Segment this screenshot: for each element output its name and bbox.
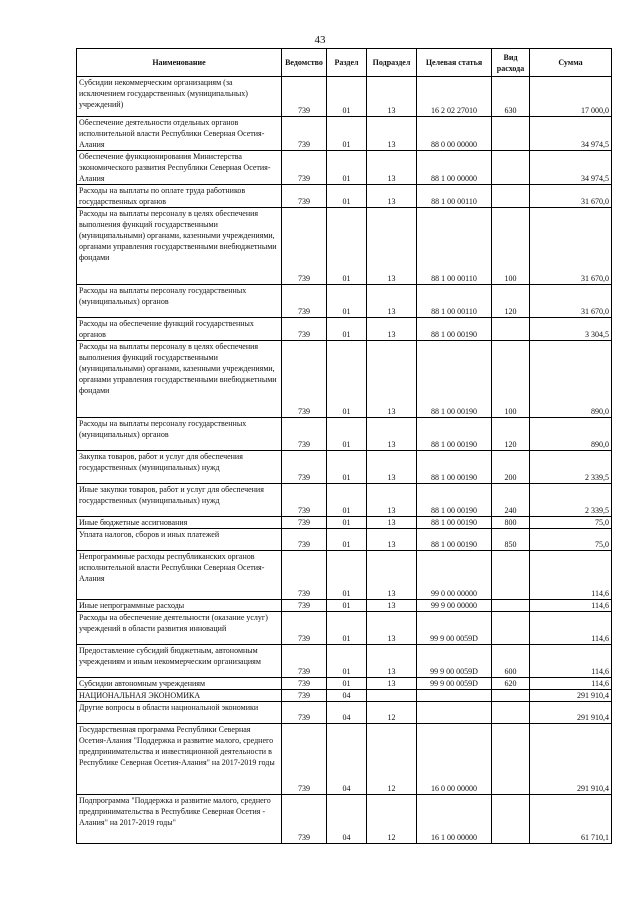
cell-dept: 739 <box>282 795 327 844</box>
table-row <box>77 529 612 551</box>
cell-dept: 739 <box>282 484 327 517</box>
cell-subsection: 13 <box>367 517 417 529</box>
cell-sum: 2 339,5 <box>530 484 612 517</box>
table-row <box>77 318 612 341</box>
cell-section: 01 <box>327 678 367 690</box>
table-row <box>77 341 612 418</box>
cell-target: 99 9 00 0059D <box>417 678 492 690</box>
cell-sum: 114,6 <box>530 645 612 678</box>
cell-target: 16 0 00 00000 <box>417 724 492 795</box>
cell-name: Уплата налогов, сборов и иных платежей <box>77 529 282 551</box>
cell-target: 88 1 00 00110 <box>417 185 492 208</box>
cell-name: Расходы на выплаты персоналу государственных (муниципальных) органов <box>77 418 282 451</box>
cell-subsection: 12 <box>367 702 417 724</box>
cell-dept: 739 <box>282 645 327 678</box>
cell-dept: 739 <box>282 341 327 418</box>
cell-section: 01 <box>327 484 367 517</box>
cell-section: 01 <box>327 77 367 117</box>
cell-name: Государственная программа Республики Северная Осетия-Алания "Поддержка и развитие малого, среднего предпринимательства и инвестиционной деятельности в Республике Северная Осетия-Алания" на 2017-2019 годы <box>77 724 282 795</box>
cell-type <box>492 551 530 600</box>
table-row <box>77 645 612 678</box>
cell-name: Расходы на обеспечение функций государственных органов <box>77 318 282 341</box>
cell-target: 88 0 00 00000 <box>417 117 492 151</box>
cell-section: 04 <box>327 702 367 724</box>
cell-target: 88 1 00 00190 <box>417 418 492 451</box>
cell-type: 620 <box>492 678 530 690</box>
table-row <box>77 451 612 484</box>
cell-name: Расходы на выплаты персоналу государственных (муниципальных) органов <box>77 285 282 318</box>
cell-name: Расходы на выплаты персоналу в целях обеспечения выполнения функций государственными (муниципальными) органами, казенными учреждениями, органами управления государственными внебюджетными фондами <box>77 208 282 285</box>
cell-sum: 114,6 <box>530 551 612 600</box>
cell-target: 99 0 00 00000 <box>417 551 492 600</box>
cell-dept: 739 <box>282 117 327 151</box>
cell-dept: 739 <box>282 517 327 529</box>
cell-section: 01 <box>327 645 367 678</box>
table-row <box>77 285 612 318</box>
table-row <box>77 117 612 151</box>
cell-dept: 739 <box>282 690 327 702</box>
cell-name: Субсидии автономным учреждениям <box>77 678 282 690</box>
table-row <box>77 612 612 645</box>
cell-name: Предоставление субсидий бюджетным, автономным учреждениям и иным некоммерческим организациям <box>77 645 282 678</box>
cell-target: 88 1 00 00190 <box>417 517 492 529</box>
table-row <box>77 484 612 517</box>
cell-target: 99 9 00 00000 <box>417 600 492 612</box>
cell-subsection: 13 <box>367 341 417 418</box>
cell-dept: 739 <box>282 151 327 185</box>
cell-name: Обеспечение функционирования Министерства экономического развития Республики Северная Осетия-Алания <box>77 151 282 185</box>
table-row <box>77 678 612 690</box>
cell-subsection: 13 <box>367 551 417 600</box>
cell-subsection: 13 <box>367 185 417 208</box>
cell-type <box>492 600 530 612</box>
cell-name: Субсидии некоммерческим организациям (за исключением государственных (муниципальных) учреждений) <box>77 77 282 117</box>
cell-name: НАЦИОНАЛЬНАЯ ЭКОНОМИКА <box>77 690 282 702</box>
cell-type: 120 <box>492 285 530 318</box>
cell-dept: 739 <box>282 529 327 551</box>
cell-type <box>492 612 530 645</box>
cell-target <box>417 702 492 724</box>
cell-subsection: 13 <box>367 208 417 285</box>
cell-dept: 739 <box>282 600 327 612</box>
col-header-dept: Ведомство <box>282 49 327 77</box>
cell-section: 04 <box>327 724 367 795</box>
cell-sum: 291 910,4 <box>530 702 612 724</box>
cell-subsection: 13 <box>367 678 417 690</box>
cell-dept: 739 <box>282 318 327 341</box>
cell-type: 200 <box>492 451 530 484</box>
cell-target: 88 1 00 00110 <box>417 208 492 285</box>
cell-subsection: 13 <box>367 77 417 117</box>
cell-target: 88 1 00 00190 <box>417 529 492 551</box>
cell-target: 16 2 02 27010 <box>417 77 492 117</box>
cell-section: 01 <box>327 185 367 208</box>
cell-type: 100 <box>492 341 530 418</box>
cell-type <box>492 117 530 151</box>
cell-dept: 739 <box>282 208 327 285</box>
cell-target: 88 1 00 00110 <box>417 285 492 318</box>
cell-name: Иные бюджетные ассигнования <box>77 517 282 529</box>
cell-type <box>492 151 530 185</box>
cell-sum: 890,0 <box>530 418 612 451</box>
cell-type: 850 <box>492 529 530 551</box>
cell-target: 88 1 00 00190 <box>417 484 492 517</box>
cell-dept: 739 <box>282 77 327 117</box>
table-row <box>77 690 612 702</box>
table-row <box>77 551 612 600</box>
cell-sum: 31 670,0 <box>530 185 612 208</box>
cell-section: 01 <box>327 151 367 185</box>
cell-type: 100 <box>492 208 530 285</box>
cell-section: 01 <box>327 341 367 418</box>
cell-section: 01 <box>327 285 367 318</box>
table-row <box>77 724 612 795</box>
cell-name: Непрограммные расходы республиканских органов исполнительной власти Республики Северная Осетия-Алания <box>77 551 282 600</box>
cell-section: 01 <box>327 600 367 612</box>
cell-subsection: 13 <box>367 451 417 484</box>
cell-type <box>492 702 530 724</box>
cell-dept: 739 <box>282 451 327 484</box>
cell-type: 240 <box>492 484 530 517</box>
cell-sum: 114,6 <box>530 600 612 612</box>
cell-target: 88 1 00 00190 <box>417 341 492 418</box>
table-row <box>77 517 612 529</box>
cell-sum: 114,6 <box>530 678 612 690</box>
cell-section: 04 <box>327 795 367 844</box>
table-row <box>77 77 612 117</box>
col-header-type: Вид расхода <box>492 49 530 77</box>
cell-section: 01 <box>327 551 367 600</box>
cell-sum: 890,0 <box>530 341 612 418</box>
cell-section: 01 <box>327 451 367 484</box>
table-row <box>77 208 612 285</box>
cell-section: 04 <box>327 690 367 702</box>
cell-type <box>492 795 530 844</box>
cell-target: 88 1 00 00190 <box>417 318 492 341</box>
cell-target <box>417 690 492 702</box>
cell-subsection: 12 <box>367 795 417 844</box>
cell-subsection: 13 <box>367 151 417 185</box>
cell-subsection: 13 <box>367 612 417 645</box>
cell-type <box>492 318 530 341</box>
cell-name: Обеспечение деятельности отдельных органов исполнительной власти Республики Северная Осетия-Алания <box>77 117 282 151</box>
cell-name: Расходы на обеспечение деятельности (оказание услуг) учреждений в области развития инноваций <box>77 612 282 645</box>
cell-subsection: 13 <box>367 285 417 318</box>
cell-dept: 739 <box>282 285 327 318</box>
cell-sum: 75,0 <box>530 517 612 529</box>
cell-target: 88 1 00 00190 <box>417 451 492 484</box>
cell-name: Иные непрограммные расходы <box>77 600 282 612</box>
table-row <box>77 702 612 724</box>
cell-type <box>492 690 530 702</box>
cell-name: Закупка товаров, работ и услуг для обеспечения государственных (муниципальных) нужд <box>77 451 282 484</box>
cell-subsection: 12 <box>367 724 417 795</box>
cell-section: 01 <box>327 418 367 451</box>
cell-sum: 3 304,5 <box>530 318 612 341</box>
cell-section: 01 <box>327 117 367 151</box>
cell-type <box>492 724 530 795</box>
cell-sum: 34 974,5 <box>530 151 612 185</box>
cell-subsection: 13 <box>367 600 417 612</box>
cell-sum: 31 670,0 <box>530 285 612 318</box>
cell-section: 01 <box>327 208 367 285</box>
cell-dept: 739 <box>282 551 327 600</box>
page-number: 43 <box>314 34 326 46</box>
cell-section: 01 <box>327 612 367 645</box>
cell-sum: 114,6 <box>530 612 612 645</box>
col-header-name: Наименование <box>77 49 282 77</box>
cell-sum: 291 910,4 <box>530 690 612 702</box>
cell-subsection: 13 <box>367 529 417 551</box>
table-row <box>77 600 612 612</box>
cell-name: Другие вопросы в области национальной экономики <box>77 702 282 724</box>
cell-sum: 31 670,0 <box>530 208 612 285</box>
cell-type: 600 <box>492 645 530 678</box>
cell-subsection <box>367 690 417 702</box>
table-row <box>77 151 612 185</box>
cell-dept: 739 <box>282 724 327 795</box>
cell-name: Расходы на выплаты персоналу в целях обеспечения выполнения функций государственными (муниципальными) органами, казенными учреждениями, органами управления государственными внебюджетными фондами <box>77 341 282 418</box>
cell-target: 88 1 00 00000 <box>417 151 492 185</box>
col-header-section: Раздел <box>327 49 367 77</box>
cell-sum: 291 910,4 <box>530 724 612 795</box>
cell-dept: 739 <box>282 418 327 451</box>
cell-subsection: 13 <box>367 418 417 451</box>
cell-sum: 17 000,0 <box>530 77 612 117</box>
col-header-target: Целевая статья <box>417 49 492 77</box>
cell-target: 16 1 00 00000 <box>417 795 492 844</box>
cell-type <box>492 185 530 208</box>
col-header-sum: Сумма <box>530 49 612 77</box>
cell-dept: 739 <box>282 702 327 724</box>
budget-table <box>76 48 612 844</box>
cell-target: 99 9 00 0059D <box>417 645 492 678</box>
cell-name: Расходы на выплаты по оплате труда работников государственных органов <box>77 185 282 208</box>
cell-type: 800 <box>492 517 530 529</box>
cell-section: 01 <box>327 517 367 529</box>
cell-subsection: 13 <box>367 484 417 517</box>
cell-name: Иные закупки товаров, работ и услуг для обеспечения государственных (муниципальных) нужд <box>77 484 282 517</box>
cell-name: Подпрограмма "Поддержка и развитие малого, среднего предпринимательства в Республике Северная Осетия - Алания" на 2017-2019 годы" <box>77 795 282 844</box>
cell-sum: 75,0 <box>530 529 612 551</box>
cell-section: 01 <box>327 318 367 341</box>
cell-sum: 34 974,5 <box>530 117 612 151</box>
table-row <box>77 795 612 844</box>
cell-target: 99 9 00 0059D <box>417 612 492 645</box>
cell-dept: 739 <box>282 678 327 690</box>
cell-subsection: 13 <box>367 645 417 678</box>
cell-type: 630 <box>492 77 530 117</box>
cell-type: 120 <box>492 418 530 451</box>
cell-subsection: 13 <box>367 318 417 341</box>
header-row <box>77 49 612 77</box>
col-header-subsection: Подраздел <box>367 49 417 77</box>
cell-sum: 61 710,1 <box>530 795 612 844</box>
cell-sum: 2 339,5 <box>530 451 612 484</box>
table-row <box>77 418 612 451</box>
cell-dept: 739 <box>282 612 327 645</box>
table-row <box>77 185 612 208</box>
cell-section: 01 <box>327 529 367 551</box>
cell-subsection: 13 <box>367 117 417 151</box>
cell-dept: 739 <box>282 185 327 208</box>
